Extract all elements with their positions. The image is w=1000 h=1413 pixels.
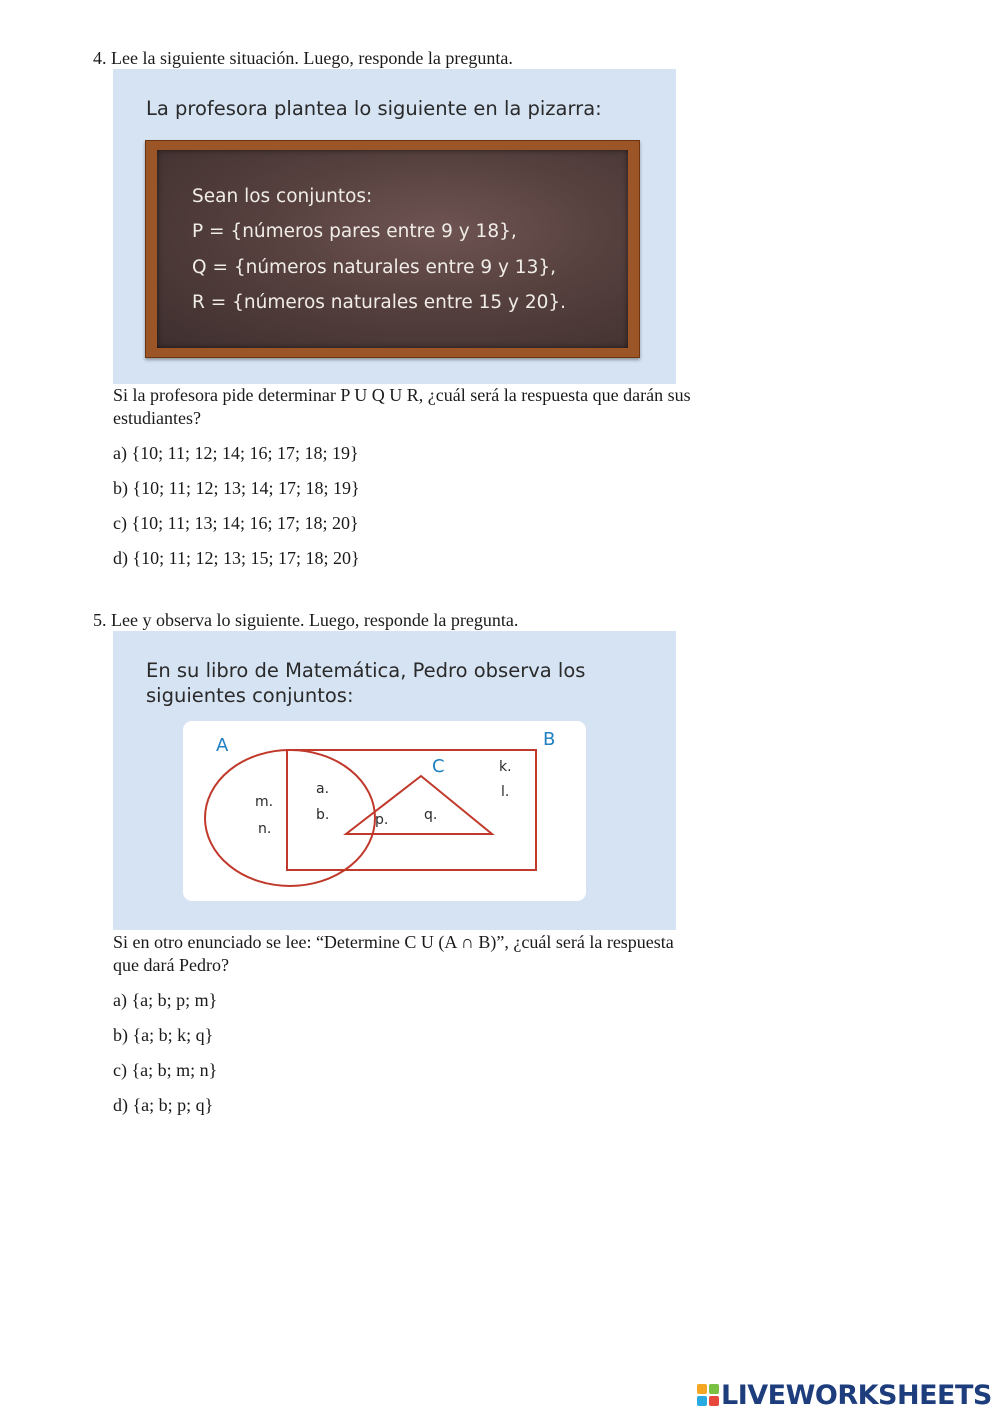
board-line-4: R = {números naturales entre 15 y 20}. [192,292,567,313]
venn-diagram [183,721,586,901]
prompt-line-2: estudiantes? [113,408,201,428]
element-a: a. [316,781,330,797]
prompt-line-1: Si en otro enunciado se lee: “Determine C U (A ∩ B)”, ¿cuál será la respuesta [113,932,674,952]
q5-option-d[interactable]: d) {a; b; p; q} [113,1095,214,1115]
element-p: p. [375,812,389,828]
element-m: m. [255,794,274,810]
set-c-label: C [432,756,445,777]
q4-option-b[interactable]: b) {10; 11; 12; 13; 14; 17; 18; 19} [113,478,360,498]
chalkboard [145,140,640,358]
element-l: l. [501,784,510,800]
element-q: q. [424,807,438,823]
set-c-triangle [346,776,492,834]
q4-option-d[interactable]: d) {10; 11; 12; 13; 15; 17; 18; 20} [113,548,360,568]
question-5-panel [113,631,676,930]
set-a-ellipse [205,750,375,886]
panel-heading-line-1: En su libro de Matemática, Pedro observa los [146,659,586,682]
prompt-line-2: que dará Pedro? [113,955,229,975]
liveworksheets-logo [697,1380,992,1410]
q4-option-a[interactable]: a) {10; 11; 12; 14; 16; 17; 18; 19} [113,443,359,463]
brand-name: LIVEWORKSHEETS [721,1379,992,1411]
question-4-prompt [113,384,773,430]
element-k: k. [499,759,512,775]
q5-option-a[interactable]: a) {a; b; p; m} [113,990,218,1010]
board-line-1: Sean los conjuntos: [192,186,373,207]
set-a-label: A [216,735,229,756]
board-line-2: P = {números pares entre 9 y 18}, [192,221,517,242]
logo-mark-icon [697,1384,719,1406]
question-5-title: 5. Lee y observa lo siguiente. Luego, responde la pregunta. [93,610,519,630]
question-4-title: 4. Lee la siguiente situación. Luego, responde la pregunta. [93,48,513,68]
question-4-panel [113,69,676,384]
set-b-label: B [543,729,556,750]
panel-heading-line-2: siguientes conjuntos: [146,684,354,707]
chalkboard-surface [157,150,628,348]
venn-diagram-card [183,721,586,901]
board-line-3: Q = {números naturales entre 9 y 13}, [192,257,557,278]
question-5-prompt [113,931,773,977]
element-b: b. [316,807,330,823]
element-n: n. [258,821,272,837]
prompt-line-1: Si la profesora pide determinar P U Q U R, ¿cuál será la respuesta que darán sus [113,385,691,405]
q4-option-c[interactable]: c) {10; 11; 13; 14; 16; 17; 18; 20} [113,513,359,533]
q5-option-b[interactable]: b) {a; b; k; q} [113,1025,214,1045]
panel-heading: La profesora plantea lo siguiente en la pizarra: [146,97,602,120]
q5-option-c[interactable]: c) {a; b; m; n} [113,1060,218,1080]
